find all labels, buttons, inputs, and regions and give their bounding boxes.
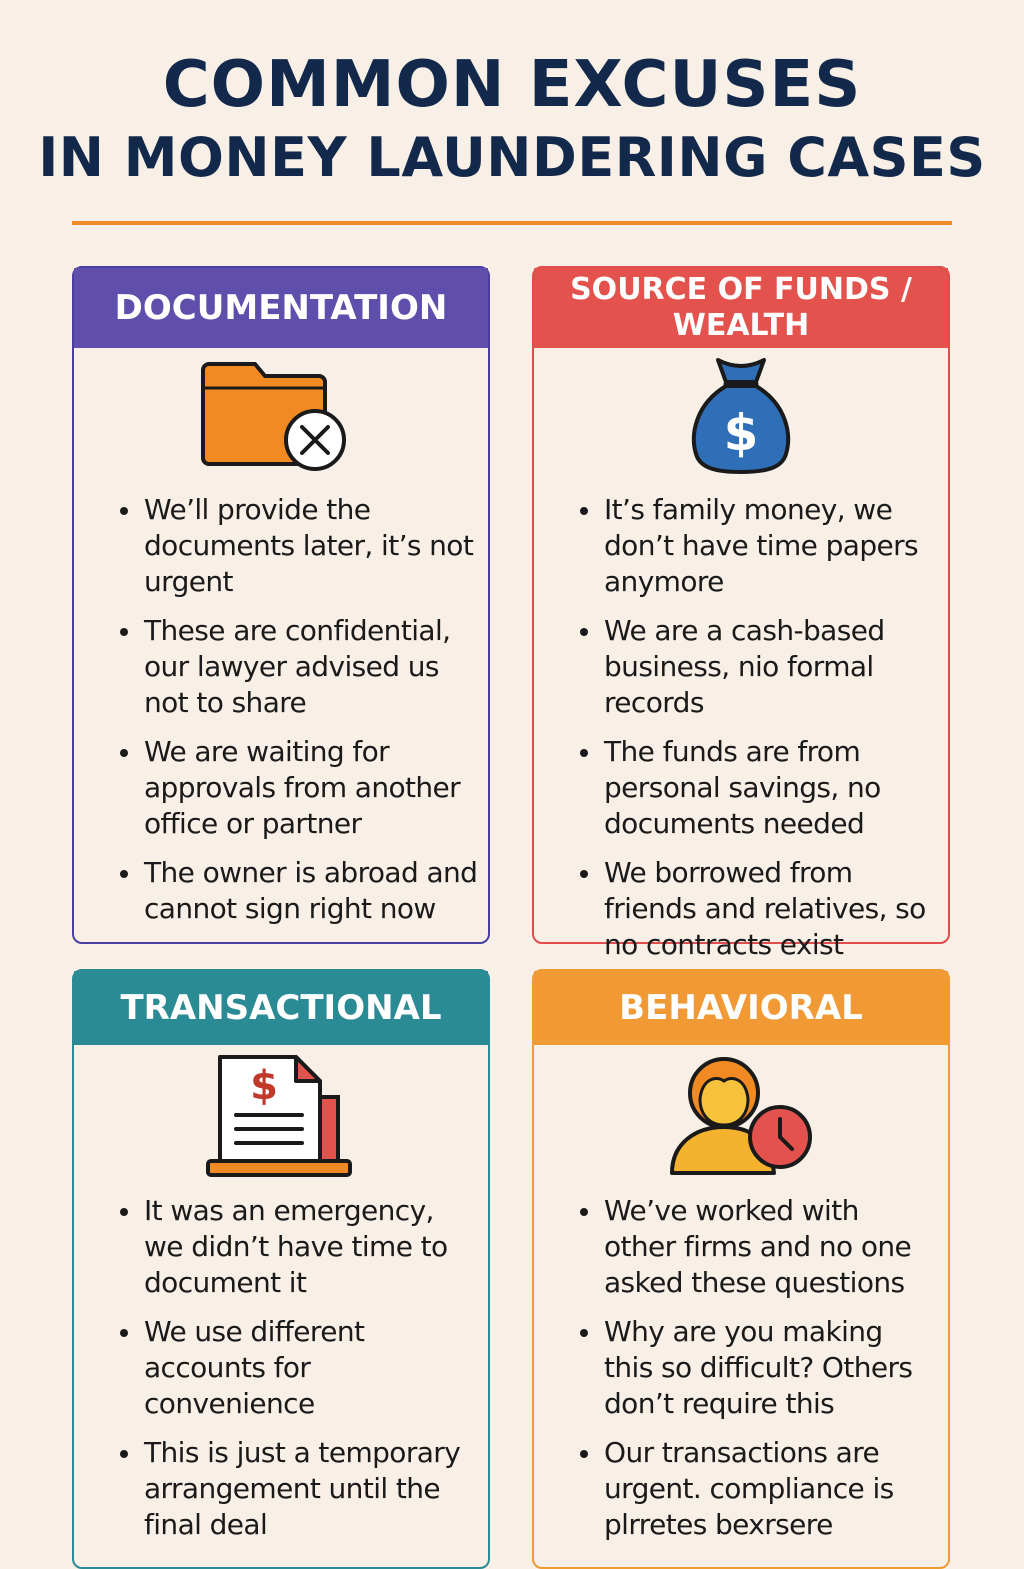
list-item: Why are you making this so difficult? Others don’t require this (578, 1314, 938, 1422)
card-heading (74, 971, 488, 1045)
list-item: We are waiting for approvals from another office or partner (118, 734, 478, 842)
excuse-list (534, 1193, 948, 1543)
card-heading-text: TRANSACTIONAL (120, 988, 442, 1028)
list-item: We use different accounts for convenience (118, 1314, 478, 1422)
list-item: It was an emergency, we didn’t have time to document it (118, 1193, 478, 1301)
list-item: We’ve worked with other firms and no one asked these questions (578, 1193, 938, 1301)
card-heading (534, 268, 948, 348)
card-heading-text: DOCUMENTATION (114, 288, 448, 328)
svg-text:$: $ (723, 404, 759, 462)
page-title: COMMON EXCUSES (162, 48, 862, 122)
title-divider (72, 221, 952, 225)
card-transactional (72, 969, 490, 1569)
card-heading-text: WEALTH (672, 308, 810, 343)
card-documentation (72, 266, 490, 944)
list-item: It’s family money, we don’t have time papers anymore (578, 492, 938, 600)
svg-text:$: $ (250, 1063, 278, 1109)
list-item: These are confidential, our lawyer advised us not to share (118, 613, 478, 721)
list-item: This is just a temporary arrangement until the final deal (118, 1435, 478, 1543)
folder-x-icon (74, 348, 488, 484)
list-item: Our transactions are urgent. compliance is plrretes bexrsere (578, 1435, 938, 1543)
money-bag-icon (534, 348, 948, 484)
card-behavioral (532, 969, 950, 1569)
excuse-list (74, 1193, 488, 1543)
list-item: We borrowed from friends and relatives, so no contracts exist (578, 855, 938, 963)
card-heading (534, 971, 948, 1045)
invoice-document-icon (74, 1045, 488, 1185)
list-item: We’ll provide the documents later, it’s not urgent (118, 492, 478, 600)
card-heading-text: SOURCE OF FUNDS / (570, 272, 912, 307)
page-subtitle: IN MONEY LAUNDERING CASES (38, 126, 986, 189)
card-heading-text: BEHAVIORAL (619, 988, 863, 1028)
excuse-list (534, 492, 948, 963)
list-item: The owner is abroad and cannot sign right now (118, 855, 478, 927)
excuse-list (74, 492, 488, 927)
card-heading (74, 268, 488, 348)
card-source-of-funds (532, 266, 950, 961)
list-item: We are a cash-based business, nio formal records (578, 613, 938, 721)
person-clock-icon (534, 1045, 948, 1185)
list-item: The funds are from personal savings, no documents needed (578, 734, 938, 842)
